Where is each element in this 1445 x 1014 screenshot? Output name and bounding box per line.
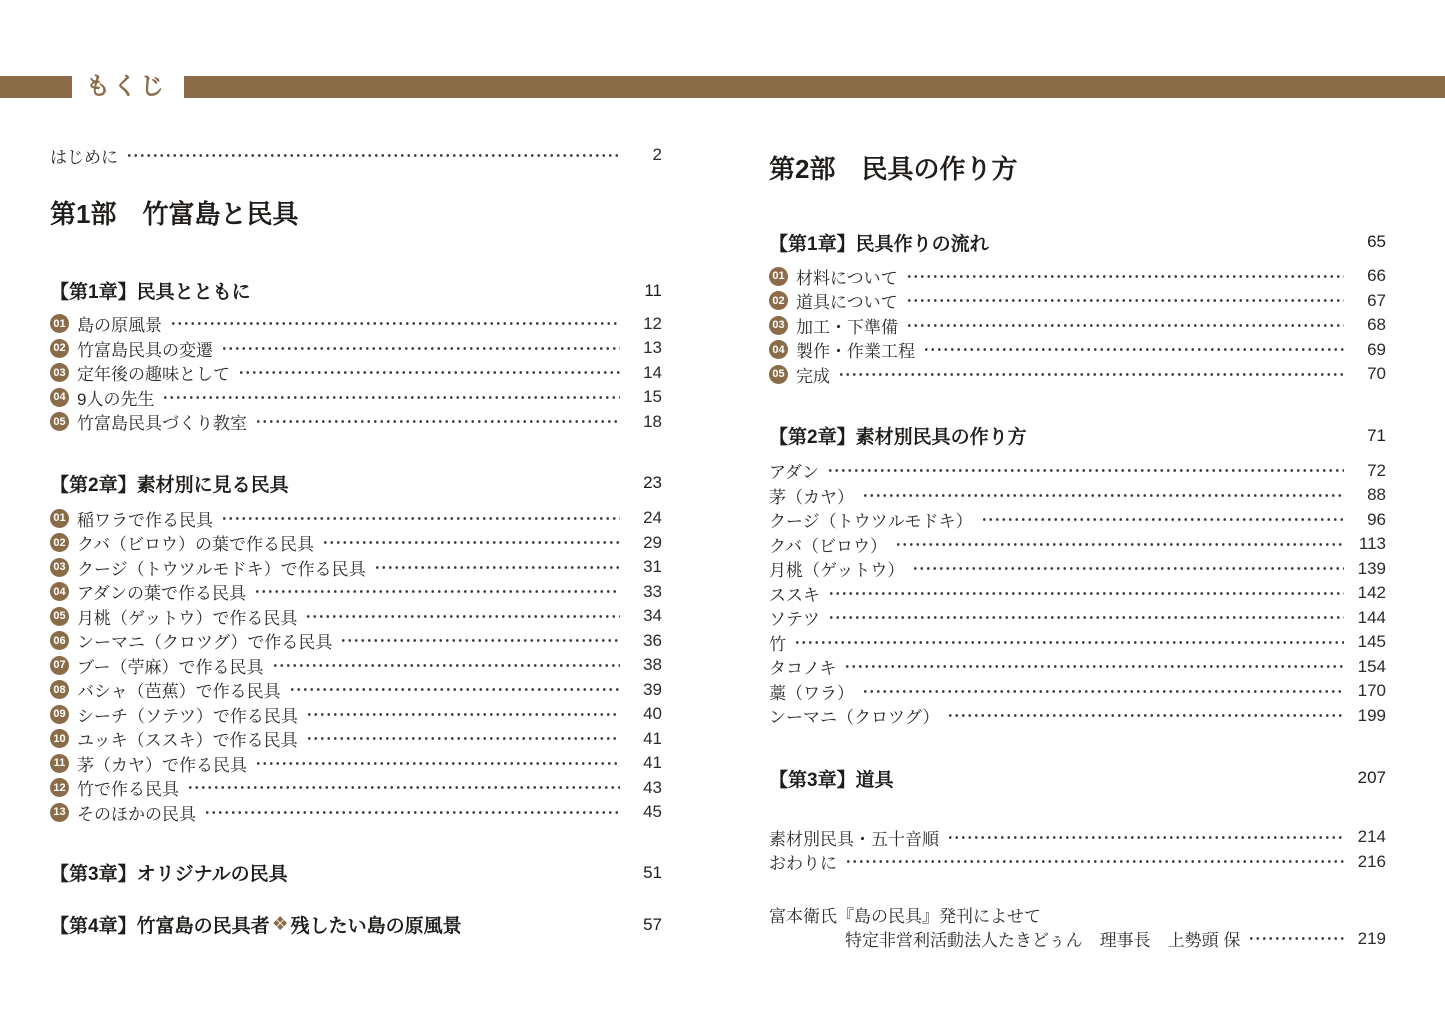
item-number-badge: 06 [50,631,69,650]
item-number-badge: 02 [769,291,788,310]
page-number: 14 [643,362,662,382]
page-number: 40 [643,704,662,724]
dot-leader [844,663,1344,670]
dot-leader [947,712,1344,719]
toc-row [769,825,1386,850]
page-number: 144 [1357,607,1386,627]
closing-line1 [769,902,1386,927]
right-chapter1-heading [769,229,1386,255]
dot-leader [162,394,620,401]
item-number-badge: 05 [50,607,69,626]
page-number: 39 [643,679,662,699]
dot-leader [906,297,1344,304]
toc-item-label: クージ（トウツルモドキ）で作る民具 [77,559,366,579]
toc-row [50,361,662,386]
page-number: 11 [644,280,662,300]
left-column [50,131,662,938]
page-number: 88 [1367,485,1386,505]
toc-item-label: 稲ワラで作る民具 [77,510,213,530]
toc-row [50,751,662,776]
page-number: 142 [1357,583,1386,603]
item-number-badge: 01 [769,267,788,286]
page-number: 69 [1367,339,1386,359]
item-number-badge: 03 [50,363,69,382]
page-number: 68 [1367,315,1386,335]
dot-leader [254,588,620,595]
toc-item-label: ンーマニ（クロツグ）で作る民具 [77,633,333,653]
toc-row [50,800,662,825]
back-matter-rows [769,825,1386,874]
dot-leader [906,273,1344,280]
page-number: 24 [643,508,662,528]
toc-item-label: 素材別民具・五十音順 [769,829,939,849]
header-accent-bar-right [184,76,1445,98]
dot-leader [827,467,1344,474]
toc-item-label: 竹で作る民具 [77,780,179,800]
toc-item-label: 島の原風景 [77,316,162,336]
toc-row [50,531,662,556]
toc-row [769,557,1386,582]
toc-row [50,604,662,629]
toc-row [50,702,662,727]
page-title: もくじ [86,73,167,100]
page-number: 12 [643,313,662,333]
toc-row [769,581,1386,606]
toc-row [50,727,662,752]
dot-leader [322,539,620,546]
page-number: 31 [643,557,662,577]
closing-line2 [769,927,1386,952]
toc-row [769,704,1386,729]
toc-row [769,483,1386,508]
toc-row [769,679,1386,704]
item-number-badge: 09 [50,705,69,724]
page-number: 216 [1357,851,1386,871]
toc-item-label: ンーマニ（クロツグ） [769,708,940,728]
dot-leader [947,834,1344,841]
toc-row [769,338,1386,363]
dot-leader [306,711,620,718]
page-number: 96 [1367,509,1386,529]
dot-leader [895,541,1344,548]
dot-leader [862,688,1344,695]
right-chapter3-heading [769,765,1386,791]
left-chapter2-heading [50,470,662,496]
dot-leader [187,784,620,791]
toc-item-label: そのほかの民具 [77,804,196,824]
dot-leader [828,614,1344,621]
page-number: 154 [1357,656,1386,676]
toc-item-label: はじめに [50,147,118,167]
dot-leader [255,760,620,767]
toc-item-label: 9人の先生 [77,389,155,409]
part1-title: 第1部 竹富島と民具 [50,198,299,229]
toc-item-label: ススキ [769,585,820,605]
page-number: 13 [643,338,662,358]
toc-row [769,606,1386,631]
toc-row [769,459,1386,484]
item-number-badge: 05 [50,412,69,431]
item-number-badge: 02 [50,339,69,358]
closing-note [769,902,1386,951]
toc-item-label: ブー（苧麻）で作る民具 [77,657,264,677]
page-number: 65 [1367,232,1386,251]
page-number: 170 [1357,681,1386,701]
dot-leader [305,613,620,620]
toc-item-label: タコノキ [769,659,837,679]
dot-leader [838,371,1344,378]
item-number-badge: 01 [50,509,69,528]
left-chapter1-items [50,312,662,435]
page-number: 41 [643,728,662,748]
toc-row [50,336,662,361]
toc-row [769,362,1386,387]
toc-item-label: ソテツ [769,610,820,630]
page-number: 67 [1367,290,1386,310]
page-number: 145 [1357,632,1386,652]
page-number: 36 [643,630,662,650]
item-number-badge: 05 [769,365,788,384]
toc-item-label: 竹富島民具づくり教室 [77,414,247,434]
dot-leader [845,858,1344,865]
toc-item-label: 定年後の趣味として [77,365,230,385]
toc-item-label: シーチ（ソテツ）で作る民具 [77,706,298,726]
dot-leader [221,515,620,522]
dot-leader [204,809,620,816]
item-number-badge: 04 [769,340,788,359]
dot-leader [981,516,1344,523]
item-number-badge: 01 [50,314,69,333]
dot-leader [374,564,620,571]
toc-row [769,532,1386,557]
page-number: 71 [1367,425,1386,445]
page-number: 113 [1358,534,1386,554]
part2-title: 第2部 民具の作り方 [769,154,1018,184]
toc-item-label: 道具について [796,293,898,313]
chapter-title: 【第3章】道具 [769,769,894,791]
closing-text: 特定非営利活動法人たきどぅん 理事長 上勢頭 保 [845,931,1241,951]
page-number: 34 [643,606,662,626]
toc-row [50,580,662,605]
toc-item-label: クバ（ビロウ） [769,536,887,556]
item-number-badge: 13 [50,803,69,822]
dot-leader [340,637,620,644]
toc-item-label: 藁（ワラ） [769,683,854,703]
left-chapter4-heading [50,912,662,938]
toc-row [50,385,662,410]
page-number: 219 [1357,928,1386,948]
chapter-title: 【第2章】素材別に見る民具 [50,474,289,496]
page-number: 33 [643,581,662,601]
right-chapter2-heading [769,423,1386,449]
chapter-title: 【第1章】民具作りの流れ [769,233,989,255]
page-number: 18 [643,411,662,431]
toc-item-label: ユッキ（ススキ）で作る民具 [77,731,298,751]
dot-leader [828,590,1344,597]
diamond-ornament-icon: ❖ [271,914,289,935]
toc-item-label: 茅（カヤ） [769,487,854,507]
toc-row [769,508,1386,533]
item-number-badge: 02 [50,533,69,552]
toc-row [50,678,662,703]
toc-row [50,312,662,337]
toc-item-label: 月桃（ゲットウ） [769,561,905,581]
chapter-title: 【第1章】民具とともに [50,282,251,303]
page-number: 43 [643,777,662,797]
toc-item-label: おわりに [769,854,837,874]
dot-leader [1248,935,1344,942]
toc-item-label: アダンの葉で作る民具 [77,584,246,604]
toc-item-label: 加工・下準備 [796,317,898,337]
page-header [0,73,1445,100]
item-number-badge: 08 [50,680,69,699]
toc-row [769,630,1386,655]
toc-row [50,629,662,654]
chapter-title: 【第2章】素材別民具の作り方 [769,427,1027,448]
toc-item-label: アダン [769,463,819,483]
toc-item-label: 月桃（ゲットウ）で作る民具 [77,608,298,628]
dot-leader [272,662,621,669]
toc-row [769,655,1386,680]
page-number: 139 [1357,558,1386,578]
page-number: 15 [643,387,662,407]
right-column [769,141,1386,951]
closing-text: 富本衛氏『島の民具』発刊によせて [769,906,1041,926]
dot-leader [906,322,1344,329]
header-accent-bar-left [0,76,72,98]
page-number: 57 [643,914,662,934]
page-number: 199 [1357,705,1386,725]
page-number: 72 [1367,460,1386,480]
toc-item-label: 完成 [796,366,830,386]
page-number: 51 [643,862,662,882]
toc-row [769,289,1386,314]
toc-row [50,653,662,678]
toc-row [50,555,662,580]
dot-leader [126,152,620,159]
page-number: 66 [1367,266,1386,286]
toc-item-label: 竹 [769,634,786,654]
dot-leader [923,346,1344,353]
toc-item-label: クバ（ビロウ）の葉で作る民具 [77,535,314,555]
toc-item-label: 茅（カヤ）で作る民具 [77,755,247,775]
toc-row [769,313,1386,338]
item-number-badge: 03 [769,316,788,335]
page-number: 214 [1357,827,1386,847]
toc-item-label: 材料について [796,268,898,288]
item-number-badge: 04 [50,388,69,407]
dot-leader [255,418,620,425]
toc-row [769,850,1386,875]
toc-row [50,776,662,801]
item-number-badge: 10 [50,729,69,748]
page-number: 29 [643,532,662,552]
item-number-badge: 07 [50,656,69,675]
dot-leader [238,369,620,376]
item-number-badge: 03 [50,558,69,577]
item-number-badge: 12 [50,778,69,797]
toc-item-label: 竹富島民具の変遷 [77,340,213,360]
chapter-title: 【第4章】竹富島の民具者 [50,916,270,937]
left-chapter3-heading [50,860,662,886]
dot-leader [289,686,620,693]
dot-leader [221,345,620,352]
toc-row-intro [50,143,662,168]
chapter-title: 残したい島の原風景 [290,916,462,937]
page-number: 2 [652,145,662,165]
toc-row [769,264,1386,289]
left-chapter2-items [50,506,662,825]
item-number-badge: 04 [50,582,69,601]
page-number: 45 [643,802,662,822]
right-chapter2-items [769,459,1386,729]
toc-item-label: 製作・作業工程 [796,342,915,362]
toc-row [50,506,662,531]
page-number: 41 [643,753,662,773]
item-number-badge: 11 [50,754,69,773]
page-number: 23 [643,473,662,492]
chapter-title: 【第3章】オリジナルの民具 [50,864,288,885]
dot-leader [912,565,1344,572]
toc-row [50,410,662,435]
page-number: 207 [1357,768,1386,787]
left-chapter1-heading [50,278,662,304]
dot-leader [794,639,1344,646]
toc-item-label: クージ（トウツルモドキ） [769,512,973,532]
dot-leader [306,735,620,742]
toc-item-label: バシャ（芭蕉）で作る民具 [77,682,281,702]
page-number: 70 [1367,364,1386,384]
dot-leader [170,320,620,327]
page-number: 38 [643,655,662,675]
dot-leader [862,492,1344,499]
right-chapter1-items [769,264,1386,387]
